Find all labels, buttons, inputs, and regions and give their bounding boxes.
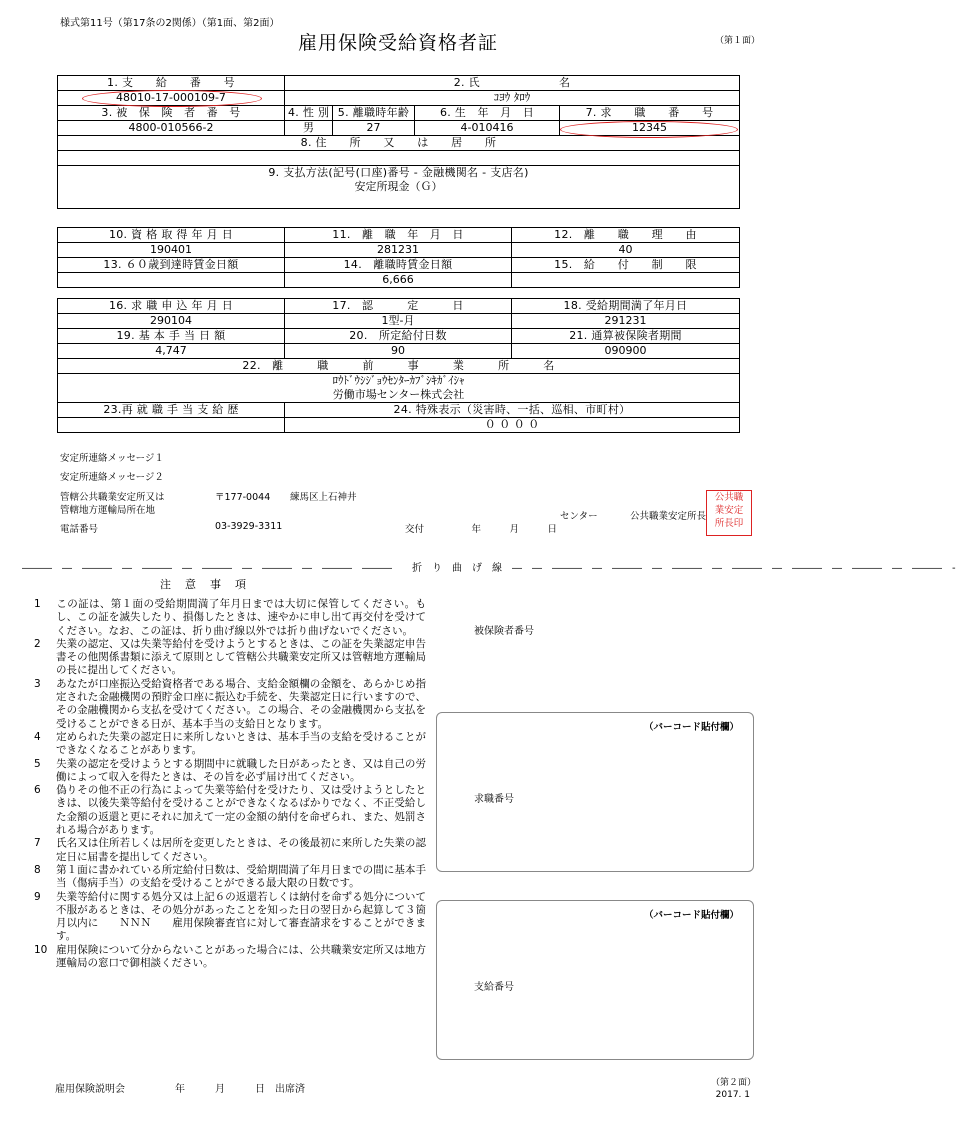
note-number: 6 bbox=[34, 784, 41, 797]
label-sex: 4. 性 別 bbox=[285, 106, 333, 121]
note-item bbox=[34, 731, 426, 758]
form-version: 2017. 1 bbox=[715, 1090, 750, 1100]
benefit-days-value: 90 bbox=[285, 344, 512, 359]
eligibility-table bbox=[57, 227, 740, 288]
former-employer-name: 労働市場センター株式会社 bbox=[332, 388, 465, 401]
label-leave-date: 11. 離 職 年 月 日 bbox=[285, 228, 512, 243]
telephone-number: 03-3929-3311 bbox=[215, 521, 283, 532]
barcode-caption: （バーコード貼付欄） bbox=[643, 910, 739, 921]
telephone-label: 電話番号 bbox=[60, 524, 99, 535]
note-number: 5 bbox=[34, 757, 41, 770]
job-number-label: 求職番号 bbox=[474, 794, 514, 805]
note-text: 第１面に書かれている所定給付日数は、受給期間満了年月日までの間に基本手当（傷病手当）の支給を受けることができる最大限の日数です。 bbox=[56, 863, 426, 890]
note-item bbox=[34, 598, 426, 638]
label-insured-number: 3. 被 保 険 者 番 号 bbox=[58, 106, 285, 121]
label-daily-wage: 14. 離職時賃金日額 bbox=[285, 258, 512, 273]
basic-info-table bbox=[57, 75, 740, 209]
label-birth-date: 6. 生 年 月 日 bbox=[415, 106, 560, 121]
note-item bbox=[34, 944, 426, 971]
note-text: あなたが口座振込受給資格者である場合、支給金額欄の金額を、あらかじめ指定された金融機関の預貯金口座に振込む手続を、失業認定日に行いますので、その金融機関から支払を受けてください。この場合、その金融機関から支払を受けることができる日が、基本手当の支給日となります。 bbox=[56, 677, 426, 730]
daily-wage-value: 6,666 bbox=[285, 273, 512, 288]
label-reemployment-history: 23.再 就 職 手 当 支 給 歴 bbox=[58, 403, 285, 418]
insured-period-value: 090900 bbox=[512, 344, 740, 359]
label-special-indication: 24. 特殊表示（災害時、一括、巡相、市町村） bbox=[285, 403, 740, 418]
certification-day-value: 1型-月 bbox=[285, 314, 512, 329]
notes-list bbox=[34, 598, 426, 970]
label-address: 8. 住 所 又 は 居 所 bbox=[58, 136, 740, 151]
payment-number-label: 支給番号 bbox=[474, 982, 514, 993]
payment-number-value: 48010-17-000109-7 bbox=[58, 91, 285, 106]
note-number: 4 bbox=[34, 730, 41, 743]
job-number-value: 12345 bbox=[560, 121, 740, 136]
note-item bbox=[34, 864, 426, 891]
issue-date: 交付 年 月 日 bbox=[405, 524, 558, 535]
basic-daily-allowance-value: 4,747 bbox=[58, 344, 285, 359]
orientation-session: 雇用保険説明会 年 月 日 出席済 bbox=[55, 1084, 305, 1095]
note-item bbox=[34, 638, 426, 678]
label-insured-period: 21. 通算被保険者期間 bbox=[512, 329, 740, 344]
name-value: ｺﾖｳ ﾀﾛｳ bbox=[285, 91, 740, 106]
label-name: 2. 氏 名 bbox=[285, 76, 740, 91]
label-leave-reason: 12. 離 職 理 由 bbox=[512, 228, 740, 243]
note-text: 失業の認定、又は失業等給付を受けようとするときは、この証を失業認定申告書その他関係書類に添えて原則として管轄公共職業安定所又は管轄地方運輸局の長に提出してください。 bbox=[56, 637, 426, 677]
address-value bbox=[58, 151, 740, 166]
center-label: センター bbox=[560, 511, 598, 522]
reemployment-history-value bbox=[58, 418, 285, 433]
note-text: 失業の認定を受けようとする期間中に就職した日があったとき、又は自己の労働によって収入を得たときは、その旨を必ず届け出てください。 bbox=[56, 757, 426, 783]
barcode-caption: （バーコード貼付欄） bbox=[643, 722, 739, 733]
note-number: 7 bbox=[34, 837, 41, 850]
office-seal-stamp: 公共職 業安定 所長印 bbox=[706, 490, 752, 536]
form-number: 様式第11号（第17条の2関係）（第1面、第2面） bbox=[60, 18, 280, 29]
page-label: （第１面） bbox=[714, 36, 760, 46]
office-location-label-1: 管轄公共職業安定所又は bbox=[60, 492, 165, 503]
leave-reason-value: 40 bbox=[512, 243, 740, 258]
note-number: 9 bbox=[34, 890, 41, 903]
wage-at-60-value bbox=[58, 273, 285, 288]
application-date-value: 290104 bbox=[58, 314, 285, 329]
office-postal-code: 〒177-0044 bbox=[215, 492, 271, 503]
note-number: 10 bbox=[34, 943, 48, 956]
label-basic-daily-allowance: 19. 基 本 手 当 日 額 bbox=[58, 329, 285, 344]
note-text: 定められた失業の認定日に来所しないときは、基本手当の支給を受けることができなくなることがあります。 bbox=[56, 730, 426, 757]
note-item bbox=[34, 891, 426, 944]
note-text: この証は、第１面の受給期間満了年月日までは大切に保管してください。もし、この証を滅失したり、損傷したときは、速やかに申し出て再交付を受けてください。なお、この証は、折り曲げ線以外では折り曲げないでください。 bbox=[56, 598, 426, 637]
sex-value: 男 bbox=[285, 121, 333, 136]
insured-number-value: 4800-010566-2 bbox=[58, 121, 285, 136]
label-job-number: 7. 求 職 番 号 bbox=[560, 106, 740, 121]
label-wage-at-60: 13. ６０歳到達時賃金日額 bbox=[58, 258, 285, 273]
note-text: 失業等給付に関する処分又は上記６の返還若しくは納付を命ずる処分について不服があるときは、その処分があったことを知った日の翌日から起算して３箇月以内に ＮＮＮ 雇用保険審査官に対して審査請求をすることができます。 bbox=[56, 890, 426, 943]
note-item bbox=[34, 784, 426, 837]
birth-date-value: 4-010416 bbox=[415, 121, 560, 136]
label-benefit-days: 20. 所定給付日数 bbox=[285, 329, 512, 344]
note-text: 氏名又は住所若しくは居所を変更したときは、その後最初に来所した失業の認定日に届書を提出してください。 bbox=[56, 837, 426, 863]
document-title: 雇用保険受給資格者証 bbox=[297, 32, 498, 54]
label-application-date: 16. 求 職 申 込 年 月 日 bbox=[58, 299, 285, 314]
office-head-label: 公共職業安定所長 bbox=[630, 511, 707, 522]
office-message-1: 安定所連絡メッセージ１ bbox=[60, 453, 164, 464]
note-item bbox=[34, 678, 426, 731]
former-employer-kana: ﾛｳﾄﾞｳｼｼﾞｮｳｾﾝﾀｰｶﾌﾞｼｷｶﾞｲｼｬ bbox=[332, 374, 465, 387]
payment-method-value: 安定所現金（Ｇ） bbox=[58, 180, 740, 209]
benefit-table bbox=[57, 298, 740, 433]
page-2-label: （第２面） bbox=[710, 1078, 756, 1088]
label-age: 5. 離職時年齢 bbox=[333, 106, 415, 121]
office-address: 練馬区上石神井 bbox=[290, 492, 357, 503]
note-item bbox=[34, 837, 426, 864]
acquisition-date-value: 190401 bbox=[58, 243, 285, 258]
benefit-limit-value bbox=[512, 273, 740, 288]
special-indication-value: ０ ０ ０ ０ bbox=[285, 418, 740, 433]
insured-number-label: 被保険者番号 bbox=[474, 626, 534, 637]
age-value: 27 bbox=[333, 121, 415, 136]
label-payment-method: 9. 支払方法(記号(口座)番号 - 金融機関名 - 支店名) bbox=[58, 166, 740, 181]
note-number: 2 bbox=[34, 637, 41, 650]
office-message-2: 安定所連絡メッセージ２ bbox=[60, 472, 164, 483]
label-certification-day: 17. 認 定 日 bbox=[285, 299, 512, 314]
expiry-date-value: 291231 bbox=[512, 314, 740, 329]
fold-line: ――― ― ――― ― ――― ― ――― ― ――― ― ――― ――― 折 り 曲 げ 線 ― ― ――― ― ――― ― ――― ― ――― ― ――― ― ――― ― ――― - bbox=[22, 563, 956, 574]
label-expiry-date: 18. 受給期間満了年月日 bbox=[512, 299, 740, 314]
notes-heading: 注意事項 bbox=[160, 578, 260, 591]
office-location-label-2: 管轄地方運輸局所在地 bbox=[60, 505, 156, 516]
note-number: 8 bbox=[34, 863, 41, 876]
label-benefit-limit: 15. 給 付 制 限 bbox=[512, 258, 740, 273]
note-number: 3 bbox=[34, 677, 41, 690]
note-number: 1 bbox=[34, 598, 41, 610]
label-payment-number: 1. 支 給 番 号 bbox=[58, 76, 285, 91]
former-employer-value bbox=[58, 374, 740, 403]
leave-date-value: 281231 bbox=[285, 243, 512, 258]
note-text: 偽りその他不正の行為によって失業等給付を受けたり、又は受けようとしたときは、以後失業等給付を受けることができなくなるばかりでなく、不正受給した金額の返還と更にそれに加えて一定の金額の納付を命ぜられ、また、処罰される場合があります。 bbox=[56, 784, 426, 837]
label-former-employer: 22. 離 職 前 事 業 所 名 bbox=[58, 359, 740, 374]
note-text: 雇用保険について分からないことがあった場合には、公共職業安定所又は地方運輸局の窓口で御相談ください。 bbox=[56, 943, 426, 970]
label-acquisition-date: 10. 資 格 取 得 年 月 日 bbox=[58, 228, 285, 243]
note-item bbox=[34, 758, 426, 785]
